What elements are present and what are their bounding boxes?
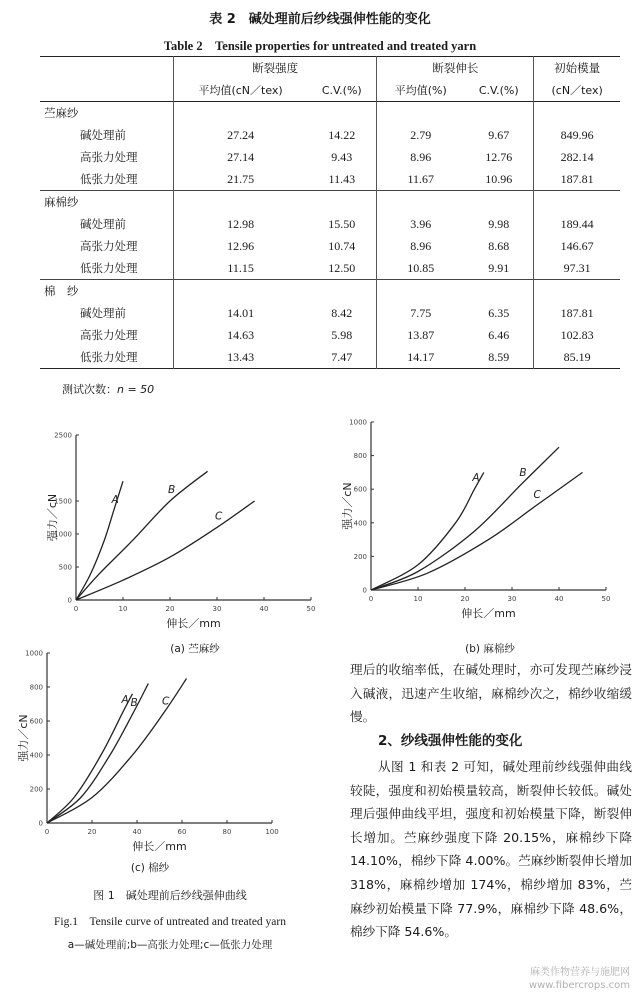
row-label: 高张力处理 xyxy=(80,328,138,342)
x-tick-label: 20 xyxy=(165,605,175,613)
row-label: 碱处理前 xyxy=(80,128,126,142)
paragraph-shrinkage: 理后的收缩率低，在碱处理时，亦可发现苎麻纱浸入碱液，迅速产生收缩，麻棉纱次之，棉纱收缩缓慢。 xyxy=(350,662,632,725)
table-row xyxy=(40,235,620,257)
group-label: 麻棉纱 xyxy=(44,195,79,209)
table-cell: 2.79 xyxy=(377,124,464,146)
chart-a-caption: (a) 苎麻纱 xyxy=(170,643,220,655)
x-tick-label: 40 xyxy=(554,595,564,603)
y-axis-label: 强力／cN xyxy=(17,714,30,762)
y-tick-label: 200 xyxy=(29,785,43,794)
table-cell: 27.14 xyxy=(174,146,308,168)
table-cell: 97.31 xyxy=(534,257,620,280)
table-cell: 3.96 xyxy=(377,213,464,235)
table-cell: 7.47 xyxy=(331,349,353,364)
x-tick-label: 60 xyxy=(177,828,187,836)
x-tick-label: 0 xyxy=(44,828,50,836)
header-breaking-strength: 断裂强度 xyxy=(174,57,377,80)
row-label: 高张力处理 xyxy=(80,150,138,164)
y-tick-label: 0 xyxy=(67,596,72,605)
table-row xyxy=(40,324,620,346)
table-cell: 11.15 xyxy=(174,257,308,280)
table-cell: 14.22 xyxy=(328,127,356,142)
x-tick-label: 50 xyxy=(601,595,611,603)
series-line-c xyxy=(76,501,255,600)
header-initial-modulus: 初始模量 xyxy=(534,57,620,80)
table-cell: 8.96 xyxy=(377,235,464,257)
y-tick-label: 0 xyxy=(38,819,43,828)
chart-b-caption: (b) 麻棉纱 xyxy=(465,643,515,655)
chart-b xyxy=(335,408,635,638)
header-mean-elongation: 平均值(%) xyxy=(377,79,464,102)
chart-c-caption: (c) 棉纱 xyxy=(130,862,170,874)
row-label: 低张力处理 xyxy=(80,172,138,186)
table-cell: 9.67 xyxy=(488,127,510,142)
table-cell: 8.68 xyxy=(488,238,510,253)
table-row xyxy=(40,146,620,168)
chart-c xyxy=(5,648,295,853)
group-label: 苎麻纱 xyxy=(44,106,79,120)
table-cell: 12.50 xyxy=(328,260,356,275)
y-tick-label: 800 xyxy=(353,452,367,461)
section-heading: 2、纱线强伸性能的变化 xyxy=(378,733,523,749)
table-row xyxy=(40,302,620,324)
header-cv-strength: C.V.(%) xyxy=(321,83,362,97)
table-cell: 13.43 xyxy=(174,346,308,369)
x-tick-label: 20 xyxy=(87,828,97,836)
y-tick-label: 0 xyxy=(362,586,367,595)
table-caption-cn: 表 2 碱处理前后纱线强伸性能的变化 xyxy=(209,12,431,27)
x-tick-label: 0 xyxy=(73,605,79,613)
header-mean-strength: 平均值(cN／tex) xyxy=(174,79,308,102)
header-modulus-unit: (cN／tex) xyxy=(534,79,620,102)
table-cell: 282.14 xyxy=(534,146,620,168)
y-tick-label: 400 xyxy=(29,751,43,760)
series-label: A xyxy=(121,693,129,706)
x-axis-label: 伸长／mm xyxy=(132,840,187,853)
table-cell: 8.59 xyxy=(488,349,510,364)
x-tick-label: 20 xyxy=(460,595,470,603)
x-tick-label: 10 xyxy=(118,605,128,613)
table-cell: 187.81 xyxy=(534,168,620,191)
table-body xyxy=(40,102,620,369)
series-label: C xyxy=(533,489,541,501)
table-cell: 11.43 xyxy=(328,171,356,186)
x-axis-label: 伸长／mm xyxy=(461,607,516,620)
table-cell: 7.75 xyxy=(377,302,464,324)
table-cell: 13.87 xyxy=(377,324,464,346)
table-cell: 10.96 xyxy=(485,171,513,186)
paragraph-tensile: 从图 1 和表 2 可知，碱处理前纱线强伸曲线较陡，强度和初始模量较高，断裂伸长较低。碱处理后强伸曲线平坦，强度和初始模量下降，断裂伸长增加。苎麻纱强度下降 20.15%，麻棉纱下降 14.10%，棉纱下降 4.00%。苎麻纱断裂伸长增加 318%，麻棉纱增加 174%，棉纱增加 83%，苎麻纱初始模量下降 77.9%，麻棉纱下降 48.6%，棉纱下降 54.6%。 xyxy=(350,759,632,940)
table-row xyxy=(40,346,620,369)
table-cell: 21.75 xyxy=(174,168,308,191)
y-tick-label: 800 xyxy=(29,683,43,692)
series-label: B xyxy=(130,697,138,710)
table-cell: 146.67 xyxy=(534,235,620,257)
x-tick-label: 10 xyxy=(413,595,423,603)
table-cell: 9.43 xyxy=(331,149,353,164)
figure-legend: a—碱处理前;b—高张力处理;c—低张力处理 xyxy=(67,939,273,951)
table-cell: 11.67 xyxy=(377,168,464,191)
table-cell: 189.44 xyxy=(534,213,620,235)
x-tick-label: 50 xyxy=(306,605,316,613)
table-cell: 9.91 xyxy=(488,260,510,275)
x-tick-label: 30 xyxy=(212,605,222,613)
chart-a xyxy=(40,418,330,663)
table-cell: 27.24 xyxy=(174,124,308,146)
table-row xyxy=(40,213,620,235)
row-label: 碱处理前 xyxy=(80,306,126,320)
series-line-b xyxy=(371,447,559,590)
table-cell: 14.01 xyxy=(174,302,308,324)
table-cell: 187.81 xyxy=(534,302,620,324)
y-tick-label: 600 xyxy=(29,717,43,726)
table-row xyxy=(40,257,620,280)
header-cv-elongation: C.V.(%) xyxy=(478,83,519,97)
figure-caption-en: Fig.1 Tensile curve of untreated and treated yarn xyxy=(54,916,286,928)
table-cell: 10.85 xyxy=(377,257,464,280)
x-tick-label: 30 xyxy=(507,595,517,603)
table-cell: 85.19 xyxy=(534,346,620,369)
y-tick-label: 1000 xyxy=(349,418,367,427)
x-tick-label: 40 xyxy=(132,828,142,836)
table-cell: 6.46 xyxy=(488,327,510,342)
series-label: C xyxy=(162,695,170,708)
table-cell: 14.17 xyxy=(377,346,464,369)
x-tick-label: 0 xyxy=(368,595,374,603)
y-tick-label: 200 xyxy=(353,552,367,561)
y-tick-label: 400 xyxy=(353,519,367,528)
table-cell: 8.96 xyxy=(377,146,464,168)
row-label: 低张力处理 xyxy=(80,261,138,275)
series-line-c xyxy=(371,472,583,590)
y-tick-label: 1000 xyxy=(25,649,43,658)
row-label: 碱处理前 xyxy=(80,217,126,231)
series-label: A xyxy=(472,472,480,485)
y-tick-label: 2500 xyxy=(54,431,72,440)
header-breaking-elongation: 断裂伸长 xyxy=(377,57,534,80)
table-cell: 5.98 xyxy=(331,327,353,342)
table-cell: 10.74 xyxy=(328,238,356,253)
series-line-a xyxy=(47,694,133,823)
table-cell: 12.76 xyxy=(485,149,513,164)
table-cell: 6.35 xyxy=(488,305,510,320)
x-tick-label: 40 xyxy=(259,605,269,613)
table-cell: 15.50 xyxy=(328,216,356,231)
series-label: B xyxy=(519,467,527,480)
series-line-a xyxy=(371,472,484,590)
table-cell: 9.98 xyxy=(488,216,510,231)
table-cell: 12.98 xyxy=(174,213,308,235)
tensile-table xyxy=(40,56,620,369)
y-axis-label: 强力／cN xyxy=(341,482,354,530)
watermark: 麻类作物营养与施肥网 www.fibercrops.com xyxy=(528,967,630,991)
table-row xyxy=(40,124,620,146)
group-label: 棉 纱 xyxy=(44,284,79,298)
series-label: B xyxy=(168,484,176,496)
x-axis-label: 伸长／mm xyxy=(166,617,221,630)
table-cell: 102.83 xyxy=(534,324,620,346)
y-tick-label: 1500 xyxy=(54,497,72,506)
y-tick-label: 600 xyxy=(353,485,367,494)
row-label: 高张力处理 xyxy=(80,239,138,253)
table-caption-en: Table 2 Tensile properties for untreated and treated yarn xyxy=(163,39,477,53)
y-tick-label: 1000 xyxy=(54,530,72,539)
y-axis-label: 强力／cN xyxy=(46,493,59,542)
series-label: C xyxy=(215,510,223,523)
series-line-b xyxy=(76,471,208,600)
test-count-note: 测试次数：n = 50 xyxy=(62,383,155,396)
x-tick-label: 80 xyxy=(222,828,232,836)
series-label: A xyxy=(111,493,119,506)
table-cell: 8.42 xyxy=(331,305,353,320)
table-row xyxy=(40,168,620,191)
table-cell: 849.96 xyxy=(534,124,620,146)
x-tick-label: 100 xyxy=(265,828,279,836)
y-tick-label: 500 xyxy=(58,563,72,572)
row-label: 低张力处理 xyxy=(80,350,138,364)
table-cell: 14.63 xyxy=(174,324,308,346)
table-cell: 12.96 xyxy=(174,235,308,257)
figure-caption-cn: 图 1 碱处理前后纱线强伸曲线 xyxy=(93,889,247,902)
